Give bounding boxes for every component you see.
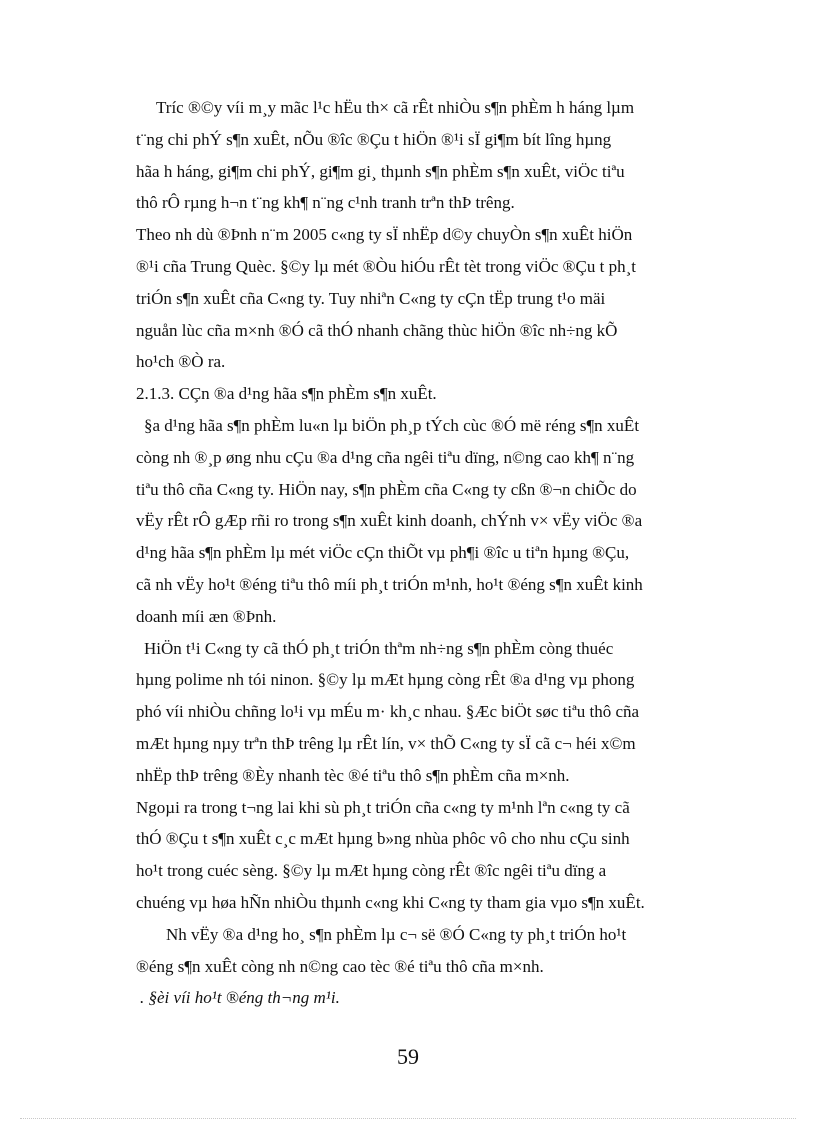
text-line: Nh vËy ®a d¹ng ho¸ s¶n phÈm lµ c¬ së ®Ó C«ng ty ph¸t triÓn ho¹t bbox=[166, 924, 627, 944]
text-line: ®¹i cña Trung Quèc. §©y lµ mét ®Òu hiÓu rÊt tèt trong viÖc ®Çu t ph¸t bbox=[136, 256, 637, 276]
text-line: thô rÔ rµng h¬n t¨ng kh¶ n¨ng c¹nh tranh trªn thÞ trêng. bbox=[136, 193, 515, 213]
text-line: còng nh ®¸p øng nhu cÇu ®a d¹ng cña ngêi tiªu dïng, n©ng cao kh¶ n¨ng bbox=[136, 447, 635, 467]
text-line: §a d¹ng hãa s¶n phÈm lu«n lµ biÖn ph¸p tÝch cùc ®Ó më réng s¶n xuÊt bbox=[144, 415, 640, 435]
text-line: tiªu thô cña C«ng ty. HiÖn nay, s¶n phÈm cña C«ng ty cßn ®¬n chiÕc do bbox=[136, 479, 637, 499]
body-text bbox=[136, 92, 720, 1014]
text-line: ho¹ch ®Ò ra. bbox=[136, 352, 226, 372]
text-line: ®éng s¶n xuÊt còng nh n©ng cao tèc ®é tiªu thô cña m×nh. bbox=[136, 956, 544, 976]
text-line: cã nh vËy ho¹t ®éng tiªu thô míi ph¸t triÓn m¹nh, ho¹t ®éng s¶n xuÊt kinh bbox=[136, 574, 643, 594]
text-line: d¹ng hãa s¶n phÈm lµ mét viÖc cÇn thiÕt vµ ph¶i ®îc u tiªn hµng ®Çu, bbox=[136, 543, 630, 563]
text-line: hãa h háng, gi¶m chi phÝ, gi¶m gi¸ thµnh s¶n phÈm s¶n xuÊt, viÖc tiªu bbox=[136, 161, 625, 181]
text-line: Theo nh dù ®Þnh n¨m 2005 c«ng ty sÏ nhËp d©y chuyÒn s¶n xuÊt hiÖn bbox=[136, 225, 633, 245]
text-line: ho¹t trong cuéc sèng. §©y lµ mÆt hµng còng rÊt ®îc ngêi tiªu dïng a bbox=[136, 861, 607, 881]
text-line: nguån lùc cña m×nh ®Ó cã thÓ nhanh chãng thùc hiÖn ®îc nh÷ng kÕ bbox=[136, 320, 618, 340]
text-line: phó víi nhiÒu chñng lo¹i vµ mÉu m· kh¸c nhau. §Æc biÖt søc tiªu thô cña bbox=[136, 702, 640, 722]
text-line: doanh míi æn ®Þnh. bbox=[136, 606, 277, 626]
subsection-heading: . §èi víi ho¹t ®éng th¬ng m¹i. bbox=[140, 988, 340, 1008]
text-line: hµng polime nh tói ninon. §©y lµ mÆt hµng còng rÊt ®a d¹ng vµ phong bbox=[136, 670, 635, 690]
section-heading: 2.1.3. CÇn ®a d¹ng hãa s¶n phÈm s¶n xuÊt. bbox=[136, 384, 437, 404]
page-number: 59 bbox=[397, 1044, 419, 1069]
text-line: t¨ng chi phÝ s¶n xuÊt, nÕu ®îc ®Çu t hiÖn ®¹i sÏ gi¶m bít lîng hµng bbox=[136, 129, 612, 149]
text-line: nhËp thÞ trêng ®Èy nhanh tèc ®é tiªu thô s¶n phÈm cña m×nh. bbox=[136, 765, 570, 785]
text-line: triÓn s¶n xuÊt cña C«ng ty. Tuy nhiªn C«ng ty cÇn tËp trung t¹o mäi bbox=[136, 288, 606, 308]
text-line: vËy rÊt rÔ gÆp rñi ro trong s¶n xuÊt kinh doanh, chÝnh v× vËy viÖc ®a bbox=[136, 511, 643, 531]
text-line: chuéng vµ høa hÑn nhiÒu thµnh c«ng khi C«ng ty tham gia vµo s¶n xuÊt. bbox=[136, 892, 645, 912]
text-line: Ngoµi ra trong t¬ng lai khi sù ph¸t triÓn cña c«ng ty m¹nh lªn c«ng ty cã bbox=[136, 797, 630, 817]
text-line: HiÖn t¹i C«ng ty cã thÓ ph¸t triÓn thªm nh÷ng s¶n phÈm còng thuéc bbox=[144, 638, 614, 658]
text-line: mÆt hµng nµy trªn thÞ trêng lµ rÊt lín, v× thÕ C«ng ty sÏ cã c¬ héi x©m bbox=[136, 733, 636, 753]
text-line: Tríc ®©y víi m¸y mãc l¹c hËu th× cã rÊt nhiÒu s¶n phÈm h háng lµm bbox=[156, 98, 635, 117]
footer-divider bbox=[20, 1118, 796, 1119]
text-line: thÓ ®Çu t s¶n xuÊt c¸c mÆt hµng b»ng nhùa phôc vô cho nhu cÇu sinh bbox=[136, 829, 630, 849]
